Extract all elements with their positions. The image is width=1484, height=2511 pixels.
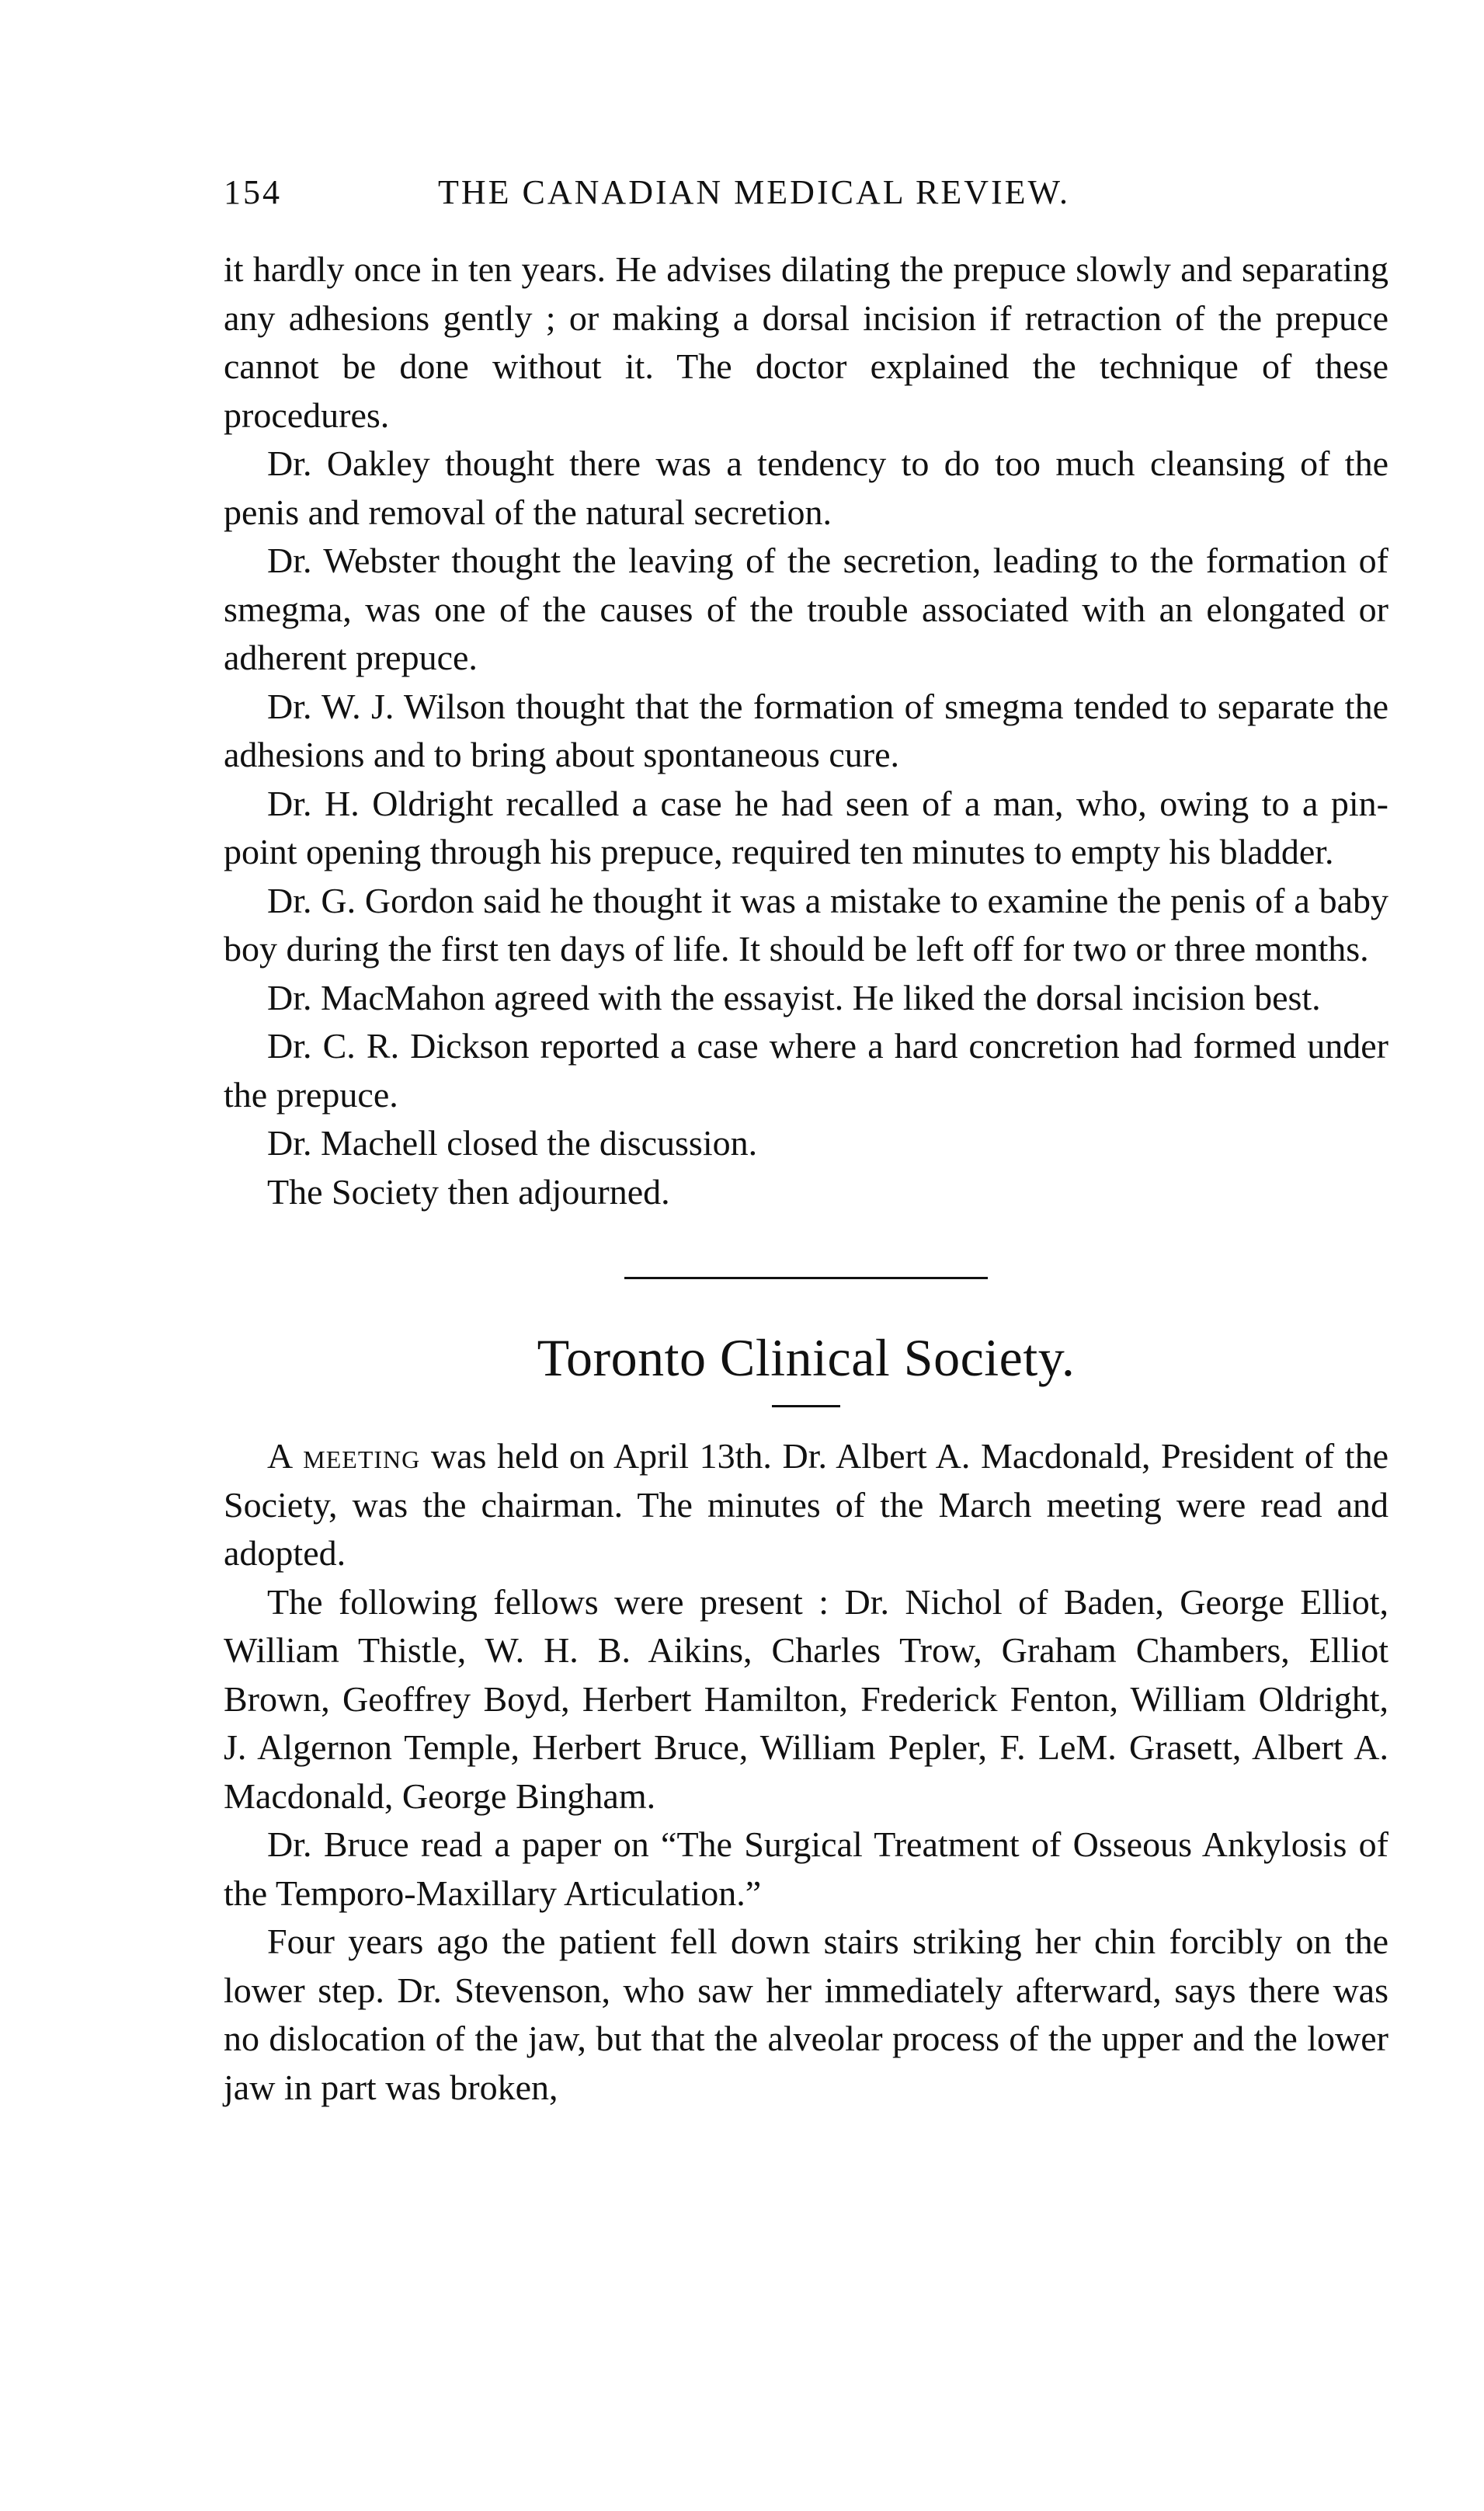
paragraph-wilson: Dr. W. J. Wilson thought that the formation of smegma tended to separate the adhesions and to bring about spontaneous cure.	[224, 686, 1388, 774]
paragraph-machell: Dr. Machell closed the discussion.	[267, 1123, 758, 1163]
document-page	[224, 172, 1388, 2112]
paragraph-webster: Dr. Webster thought the leaving of the secretion, leading to the formation of smegma, was one of the causes of the trouble associated with an elongated or adherent prepuce.	[224, 541, 1388, 677]
section-title: Toronto Clinical Society.	[537, 1328, 1076, 1387]
paragraph-oldright: Dr. H. Oldright recalled a case he had seen of a man, who, owing to a pin-point opening through his prepuce, required ten minutes to empty his bladder.	[224, 783, 1388, 871]
paragraph-macmahon: Dr. MacMahon agreed with the essayist. He liked the dorsal incision best.	[267, 977, 1321, 1017]
paragraph-oakley: Dr. Oakley thought there was a tendency to do too much cleansing of the penis and removal of the natural secretion.	[224, 443, 1388, 532]
lead-smallcaps: A meeting	[267, 1436, 421, 1476]
running-head	[224, 172, 1388, 217]
paragraph-gordon: Dr. G. Gordon said he thought it was a mistake to examine the penis of a baby boy during the first ten days of life. It should be left off for two or three months.	[224, 880, 1388, 969]
paragraph-adjourned: The Society then adjourned.	[267, 1171, 670, 1212]
title-underline	[772, 1405, 840, 1407]
page-number: 154	[224, 173, 282, 211]
paragraph-meeting	[224, 1432, 1388, 1578]
paragraph-dickson: Dr. C. R. Dickson reported a case where a hard concretion had formed under the prepuce.	[224, 1026, 1388, 1115]
paragraph-fellows: The following fellows were present : Dr. Nichol of Baden, George Elliot, William Thistle, W. H. B. Aikins, Charles Trow, Graham Chambers, Elliot Brown, Geoffrey Boyd, Herbert Hamilton, Frederick Fenton, William Oldright, J. Algernon Temple, Herbert Bruce, William Pepler, F. LeM. Grasett, Albert A. Macdonald, George Bingham.	[224, 1581, 1388, 1816]
section-body	[224, 1432, 1388, 2112]
paragraph-case-history: Four years ago the patient fell down stairs striking her chin forcibly on the lower step. Dr. Stevenson, who saw her immediately afterward, says there was no dislocation of the jaw, but that the alveolar process of the upper and the lower jaw in part was broken,	[224, 1922, 1388, 2107]
paragraph-continuation: it hardly once in ten years. He advises dilating the prepuce slowly and separating any adhesions gently ; or making a dorsal incision if retraction of the prepuce cannot be done without it. The doctor explained the technique of these procedures.	[224, 249, 1388, 435]
section-divider	[624, 1277, 988, 1279]
discussion-body	[224, 245, 1388, 1216]
lead-rest: was held on April 13th. Dr. Albert A. Macdonald, President of the Society, was the chairman. The minutes of the March meeting were read and adopted.	[224, 1436, 1388, 1573]
journal-title: THE CANADIAN MEDICAL REVIEW.	[438, 173, 1070, 211]
paragraph-bruce-paper: Dr. Bruce read a paper on “The Surgical Treatment of Osseous Ankylosis of the Temporo-Maxillary Articulation.”	[224, 1824, 1388, 1913]
